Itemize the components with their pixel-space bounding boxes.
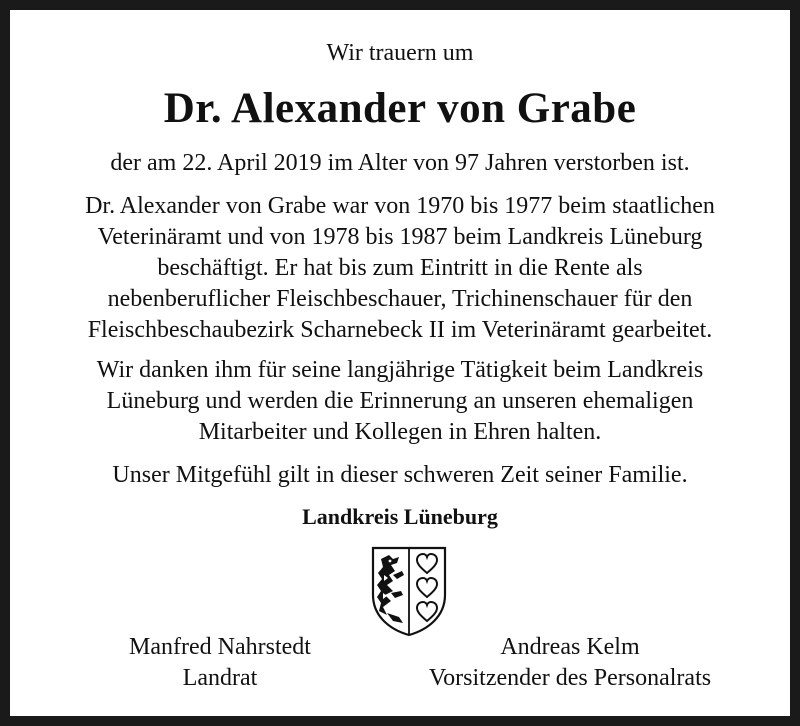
signatory-left: [100, 632, 340, 694]
organization-name: Landkreis Lüneburg: [302, 504, 498, 529]
deceased-name: Dr. Alexander von Grabe: [163, 85, 637, 132]
signatory-name: Andreas Kelm: [500, 634, 640, 660]
paragraph-line: nebenberuflicher Fleischbeschauer, Trichinenschauer für den: [107, 286, 693, 312]
signatory-title: Landrat: [182, 665, 258, 691]
paragraph-line: beschäftigt. Er hat bis zum Eintritt in die Rente als: [157, 255, 643, 281]
paragraph-line: Wir danken ihm für seine langjährige Tätigkeit beim Landkreis: [96, 357, 704, 383]
paragraph-line: Mitarbeiter und Kollegen in Ehren halten.: [198, 419, 602, 445]
coat-of-arms-icon: [369, 545, 449, 637]
paragraph-line: Fleischbeschaubezirk Scharnebeck II im Veterinäramt gearbeitet.: [87, 317, 713, 343]
intro-text: Wir trauern um: [326, 40, 474, 66]
thanks-paragraph: [10, 355, 790, 448]
condolence-text: Unser Mitgefühl gilt in dieser schweren Zeit seiner Familie.: [112, 462, 688, 488]
paragraph-line: Veterinäramt und von 1978 bis 1987 beim Landkreis Lüneburg: [97, 224, 703, 250]
signatory-title: Vorsitzender des Personalrats: [428, 665, 712, 691]
date-of-death-text: der am 22. April 2019 im Alter von 97 Jahren verstorben ist.: [110, 150, 690, 176]
paragraph-line: Dr. Alexander von Grabe war von 1970 bis 1977 beim staatlichen: [85, 193, 715, 219]
career-paragraph: [10, 191, 790, 346]
signatory-name: Manfred Nahrstedt: [129, 634, 311, 660]
signatory-right: [400, 632, 740, 694]
paragraph-line: Lüneburg und werden die Erinnerung an unseren ehemaligen: [106, 388, 694, 414]
